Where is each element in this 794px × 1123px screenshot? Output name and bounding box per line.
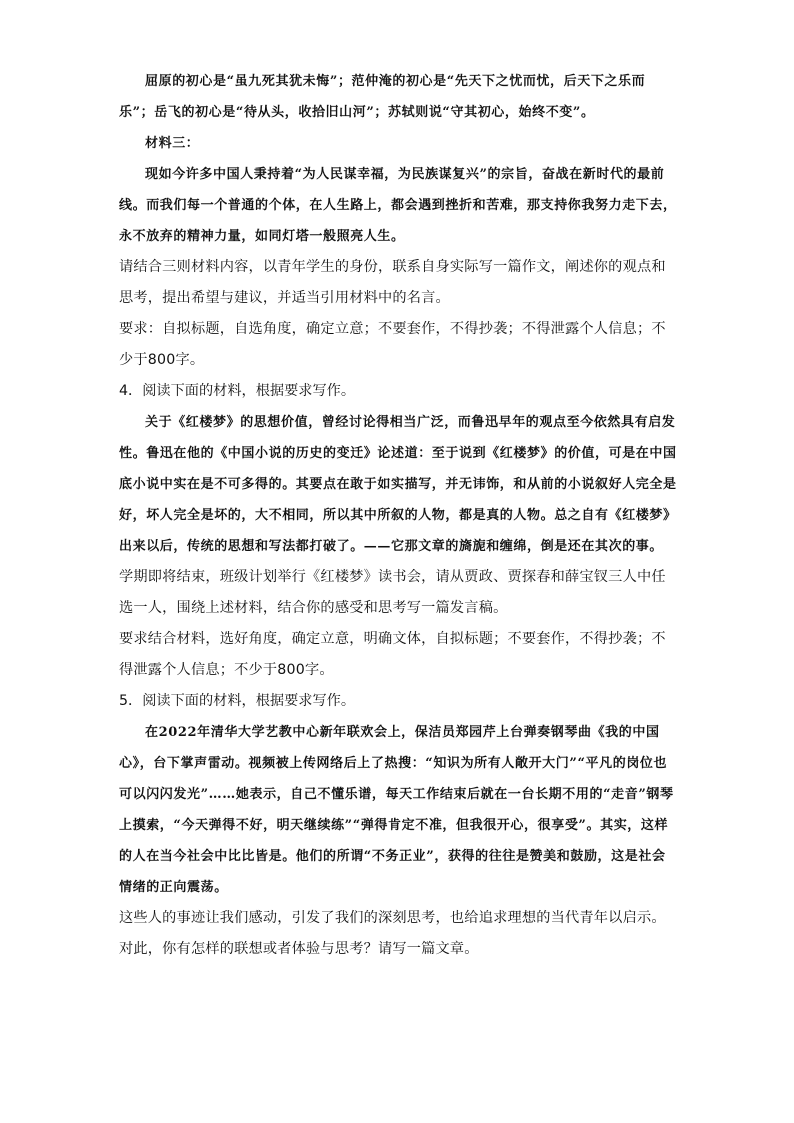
material-paragraph-3: 现如今许多中国人秉持着“为人民谋幸福，为民族谋复兴”的宗旨，奋战在新时代的最前线。而我们每一个普通的个体，在人生路上，都会遇到挫折和苦难，那支持你我努力走下去，永不放弃的精神力量，如同灯塔一般照亮人生。 bbox=[119, 167, 677, 244]
question-4-material bbox=[119, 407, 679, 562]
writing-requirement-3: 要求：自拟标题，自选角度，确定立意；不要套作，不得抄袭；不得泄露个人信息；不少于800字。 bbox=[119, 321, 666, 368]
material-label-3: 材料三： bbox=[145, 136, 200, 151]
question-4-heading: 4．阅读下面的材料，根据要求写作。 bbox=[119, 383, 356, 399]
question-4-material-text: 关于《红楼梦》的思想价值，曾经讨论得相当广泛，而鲁迅早年的观点至今依然具有启发性。鲁迅在他的《中国小说的历史的变迁》论述道：至于说到《红楼梦》的价值，可是在中国底小说中实在是不可多得的。其要点在敢于如实描写，并无讳饰，和从前的小说叙好人完全是好，坏人完全是坏的，大不相同，所以其中所叙的人物，都是真的人物。总之自有《红楼梦》出来以后，传统的思想和写法都打破了。——它那文章的旖旎和缠绵，倒是还在其次的事。 bbox=[119, 415, 677, 554]
question-5-prompt: 这些人的事迹让我们感动，引发了我们的深刻思考，也给追求理想的当代青年以启示。对此，你有怎样的联想或者体验与思考？请写一篇文章。 bbox=[119, 910, 666, 957]
question-4-prompt: 学期即将结束，班级计划举行《红楼梦》读书会，请从贾政、贾探春和薛宝钗三人中任选一人，围绕上述材料，结合你的感受和思考写一篇发言稿。 bbox=[119, 569, 666, 616]
question-4-requirement: 要求结合材料，选好角度，确定立意，明确文体，自拟标题；不要套作，不得抄袭；不得泄露个人信息；不少于800字。 bbox=[119, 631, 666, 678]
material-block-1 bbox=[119, 66, 679, 252]
question-5-heading: 5．阅读下面的材料，根据要求写作。 bbox=[119, 693, 356, 709]
material-paragraph-initial-heart: 屈原的初心是“虽九死其犹未悔”；范仲淹的初心是“先天下之忧而忧，后天下之乐而乐”；岳飞的初心是“待从头，收拾旧山河”；苏轼则说“守其初心，始终不变”。 bbox=[119, 74, 646, 120]
question-5-material-text: 在2022年清华大学艺教中心新年联欢会上，保洁员郑园芹上台弹奏钢琴曲《我的中国心》，台下掌声雷动。视频被上传网络后上了热搜：“知识为所有人敞开大门”“平凡的岗位也可以闪闪发光”……她表示，自己不懂乐谱，每天工作结束后就在一台长期不用的“走音”钢琴上摸索，“今天弹得不好，明天继续练”“弹得肯定不准，但我很开心，很享受”。其实，这样的人在当今社会中比比皆是。他们的所谓“不务正业”，获得的往往是赞美和鼓励，这是社会情绪的正向震荡。 bbox=[119, 725, 674, 895]
question-5-material bbox=[119, 717, 679, 903]
document-page bbox=[119, 66, 679, 965]
writing-prompt-3: 请结合三则材料内容，以青年学生的身份，联系自身实际写一篇作文，阐述你的观点和思考，提出希望与建议，并适当引用材料中的名言。 bbox=[119, 259, 666, 306]
